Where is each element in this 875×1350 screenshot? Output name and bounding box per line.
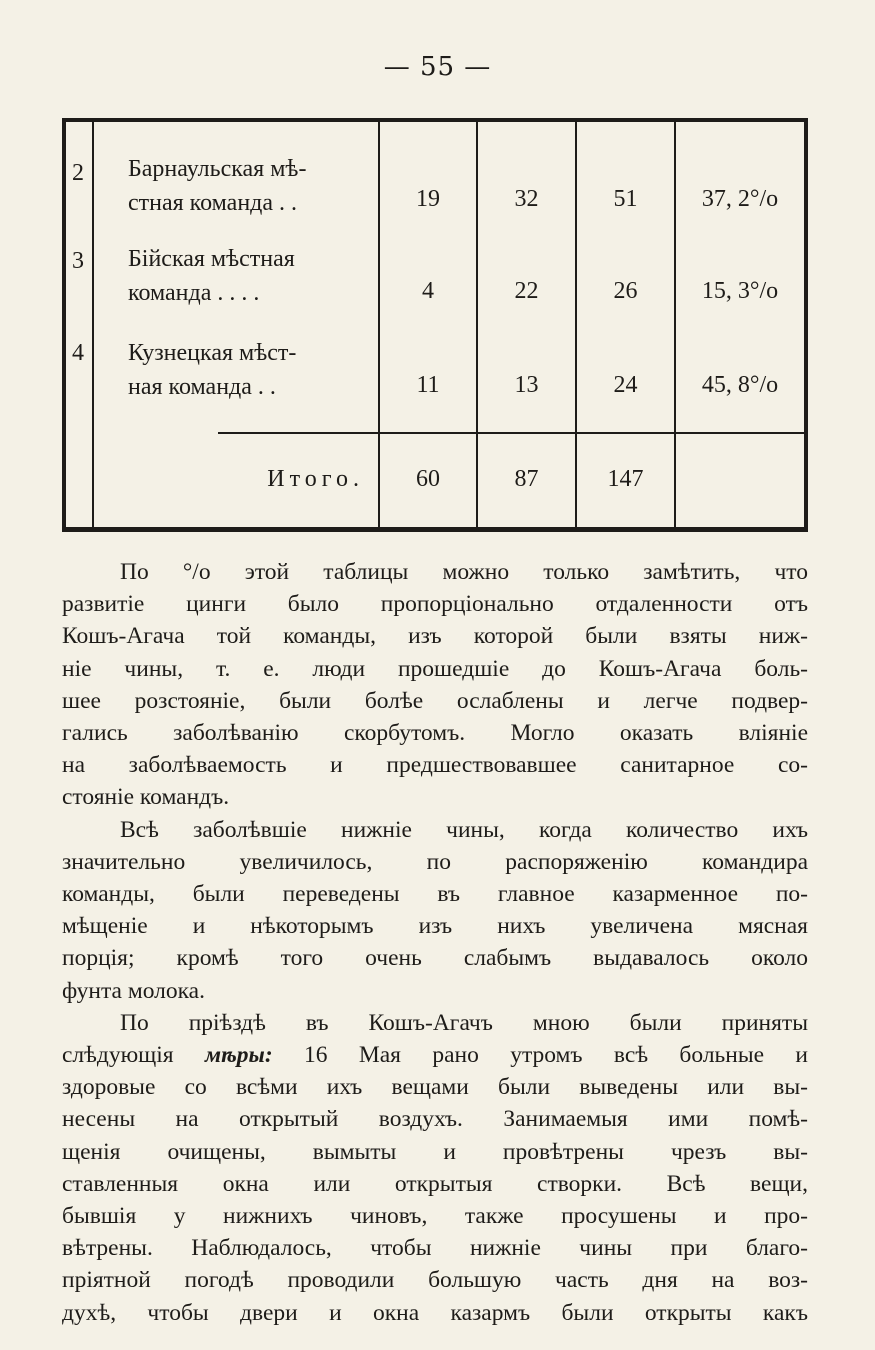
value-cell: 22 [514, 278, 539, 304]
table-top-rule [62, 118, 808, 122]
table-right-border [804, 118, 808, 532]
statistics-table [62, 118, 808, 532]
row-number: 2 [72, 160, 84, 186]
text-line: пріятной погодѣ проводили большую часть дня на воз- [62, 1267, 808, 1294]
paragraph [62, 814, 808, 1007]
value-cell: 13 [514, 372, 539, 398]
row-number: 4 [72, 340, 84, 366]
text-line: вѣтрены. Наблюдалось, чтобы нижніе чины при благо- [62, 1235, 808, 1262]
command-name [128, 152, 364, 220]
text-line [62, 1039, 808, 1071]
command-name-line: ная команда . . [128, 374, 276, 400]
text-line: значительно увеличилось, по распоряженію командира [62, 848, 808, 875]
text-line: несены на открытый воздухъ. Занимаемыя ими помѣ- [62, 1106, 808, 1133]
text-line: стояніе командъ. [62, 784, 230, 811]
value-cell: 11 [416, 372, 440, 398]
text-line: гались заболѣванію скорбутомъ. Могло оказать вліяніе [62, 720, 808, 747]
percent-cell: 37, 2°/o [701, 186, 779, 212]
value-cell: 51 [613, 186, 638, 212]
column-divider [92, 118, 94, 532]
command-name-line: стная команда . . [128, 190, 298, 216]
text-line: ставленныя окна или открытыя створки. Всѣ вещи, [62, 1170, 808, 1197]
value-cell: 19 [416, 186, 440, 212]
text-line: ніе чины, т. е. люди прошедшіе до Кошъ-Агача боль- [62, 655, 808, 682]
text-line: мѣщеніе и нѣкоторымъ изъ нихъ увеличена мясная [62, 913, 808, 940]
text-line: здоровые со всѣми ихъ вещами были выведены или вы- [62, 1074, 808, 1101]
text-line: Всѣ заболѣвшіе нижніе чины, когда количество ихъ [120, 816, 808, 843]
command-name [128, 242, 364, 310]
text-line: духѣ, чтобы двери и окна казармъ были открыты какъ [62, 1299, 808, 1326]
table-left-border [62, 118, 66, 532]
paragraph [62, 1007, 808, 1329]
text-span: слѣдующія [62, 1042, 174, 1069]
text-span: 16 Мая рано утромъ всѣ больные и [272, 1042, 808, 1069]
value-cell: 4 [422, 278, 434, 304]
value-cell: 32 [514, 186, 539, 212]
percent-cell: 15, 3°/o [701, 278, 779, 304]
value-cell: 26 [613, 278, 638, 304]
total-separator-rule [218, 432, 808, 434]
table-bottom-rule [62, 527, 808, 532]
percent-cell: 45, 8°/o [701, 372, 779, 398]
command-name-line: команда . . . . [128, 280, 260, 306]
command-name-line: Бійская мѣстная [128, 246, 295, 272]
text-line: фунта молока. [62, 977, 205, 1004]
text-line: развитіе цинги было пропорціонально отдаленности отъ [62, 591, 808, 618]
text-line: Кошъ-Агача той команды, изъ которой были взяты ниж- [62, 623, 808, 650]
command-name-line: Кузнецкая мѣст- [128, 340, 297, 366]
total-value: 147 [607, 466, 644, 492]
total-value: 60 [416, 466, 440, 492]
text-line: шее розстояніе, были болѣе ослаблены и легче подвер- [62, 687, 808, 714]
text-line: По °/o этой таблицы можно только замѣтить, что [120, 559, 808, 585]
page-number: — 55 — [383, 52, 492, 82]
command-name [128, 336, 364, 404]
text-line: бывшія у нижнихъ чиновъ, также просушены и про- [62, 1203, 808, 1230]
column-divider [674, 118, 676, 532]
value-cell: 24 [613, 372, 638, 398]
text-line: команды, были переведены въ главное казарменное по- [62, 881, 808, 908]
total-label: Итого. [267, 466, 364, 492]
text-line: щенія очищены, вымыты и провѣтрены чрезъ вы- [62, 1138, 808, 1165]
text-line: порція; кромѣ того очень слабымъ выдавалось около [62, 945, 808, 972]
text-line: на заболѣваемость и предшествовавшее санитарное со- [62, 752, 808, 779]
text-line: По пріѣздѣ въ Кошъ-Агачъ мною были приняты [120, 1009, 808, 1036]
paragraph [62, 556, 808, 814]
command-name-line: Барнаульская мѣ- [128, 156, 307, 182]
body-text [62, 556, 808, 1329]
emphasized-word: мѣры: [204, 1042, 273, 1069]
total-value: 87 [514, 466, 539, 492]
row-number: 3 [72, 248, 84, 274]
